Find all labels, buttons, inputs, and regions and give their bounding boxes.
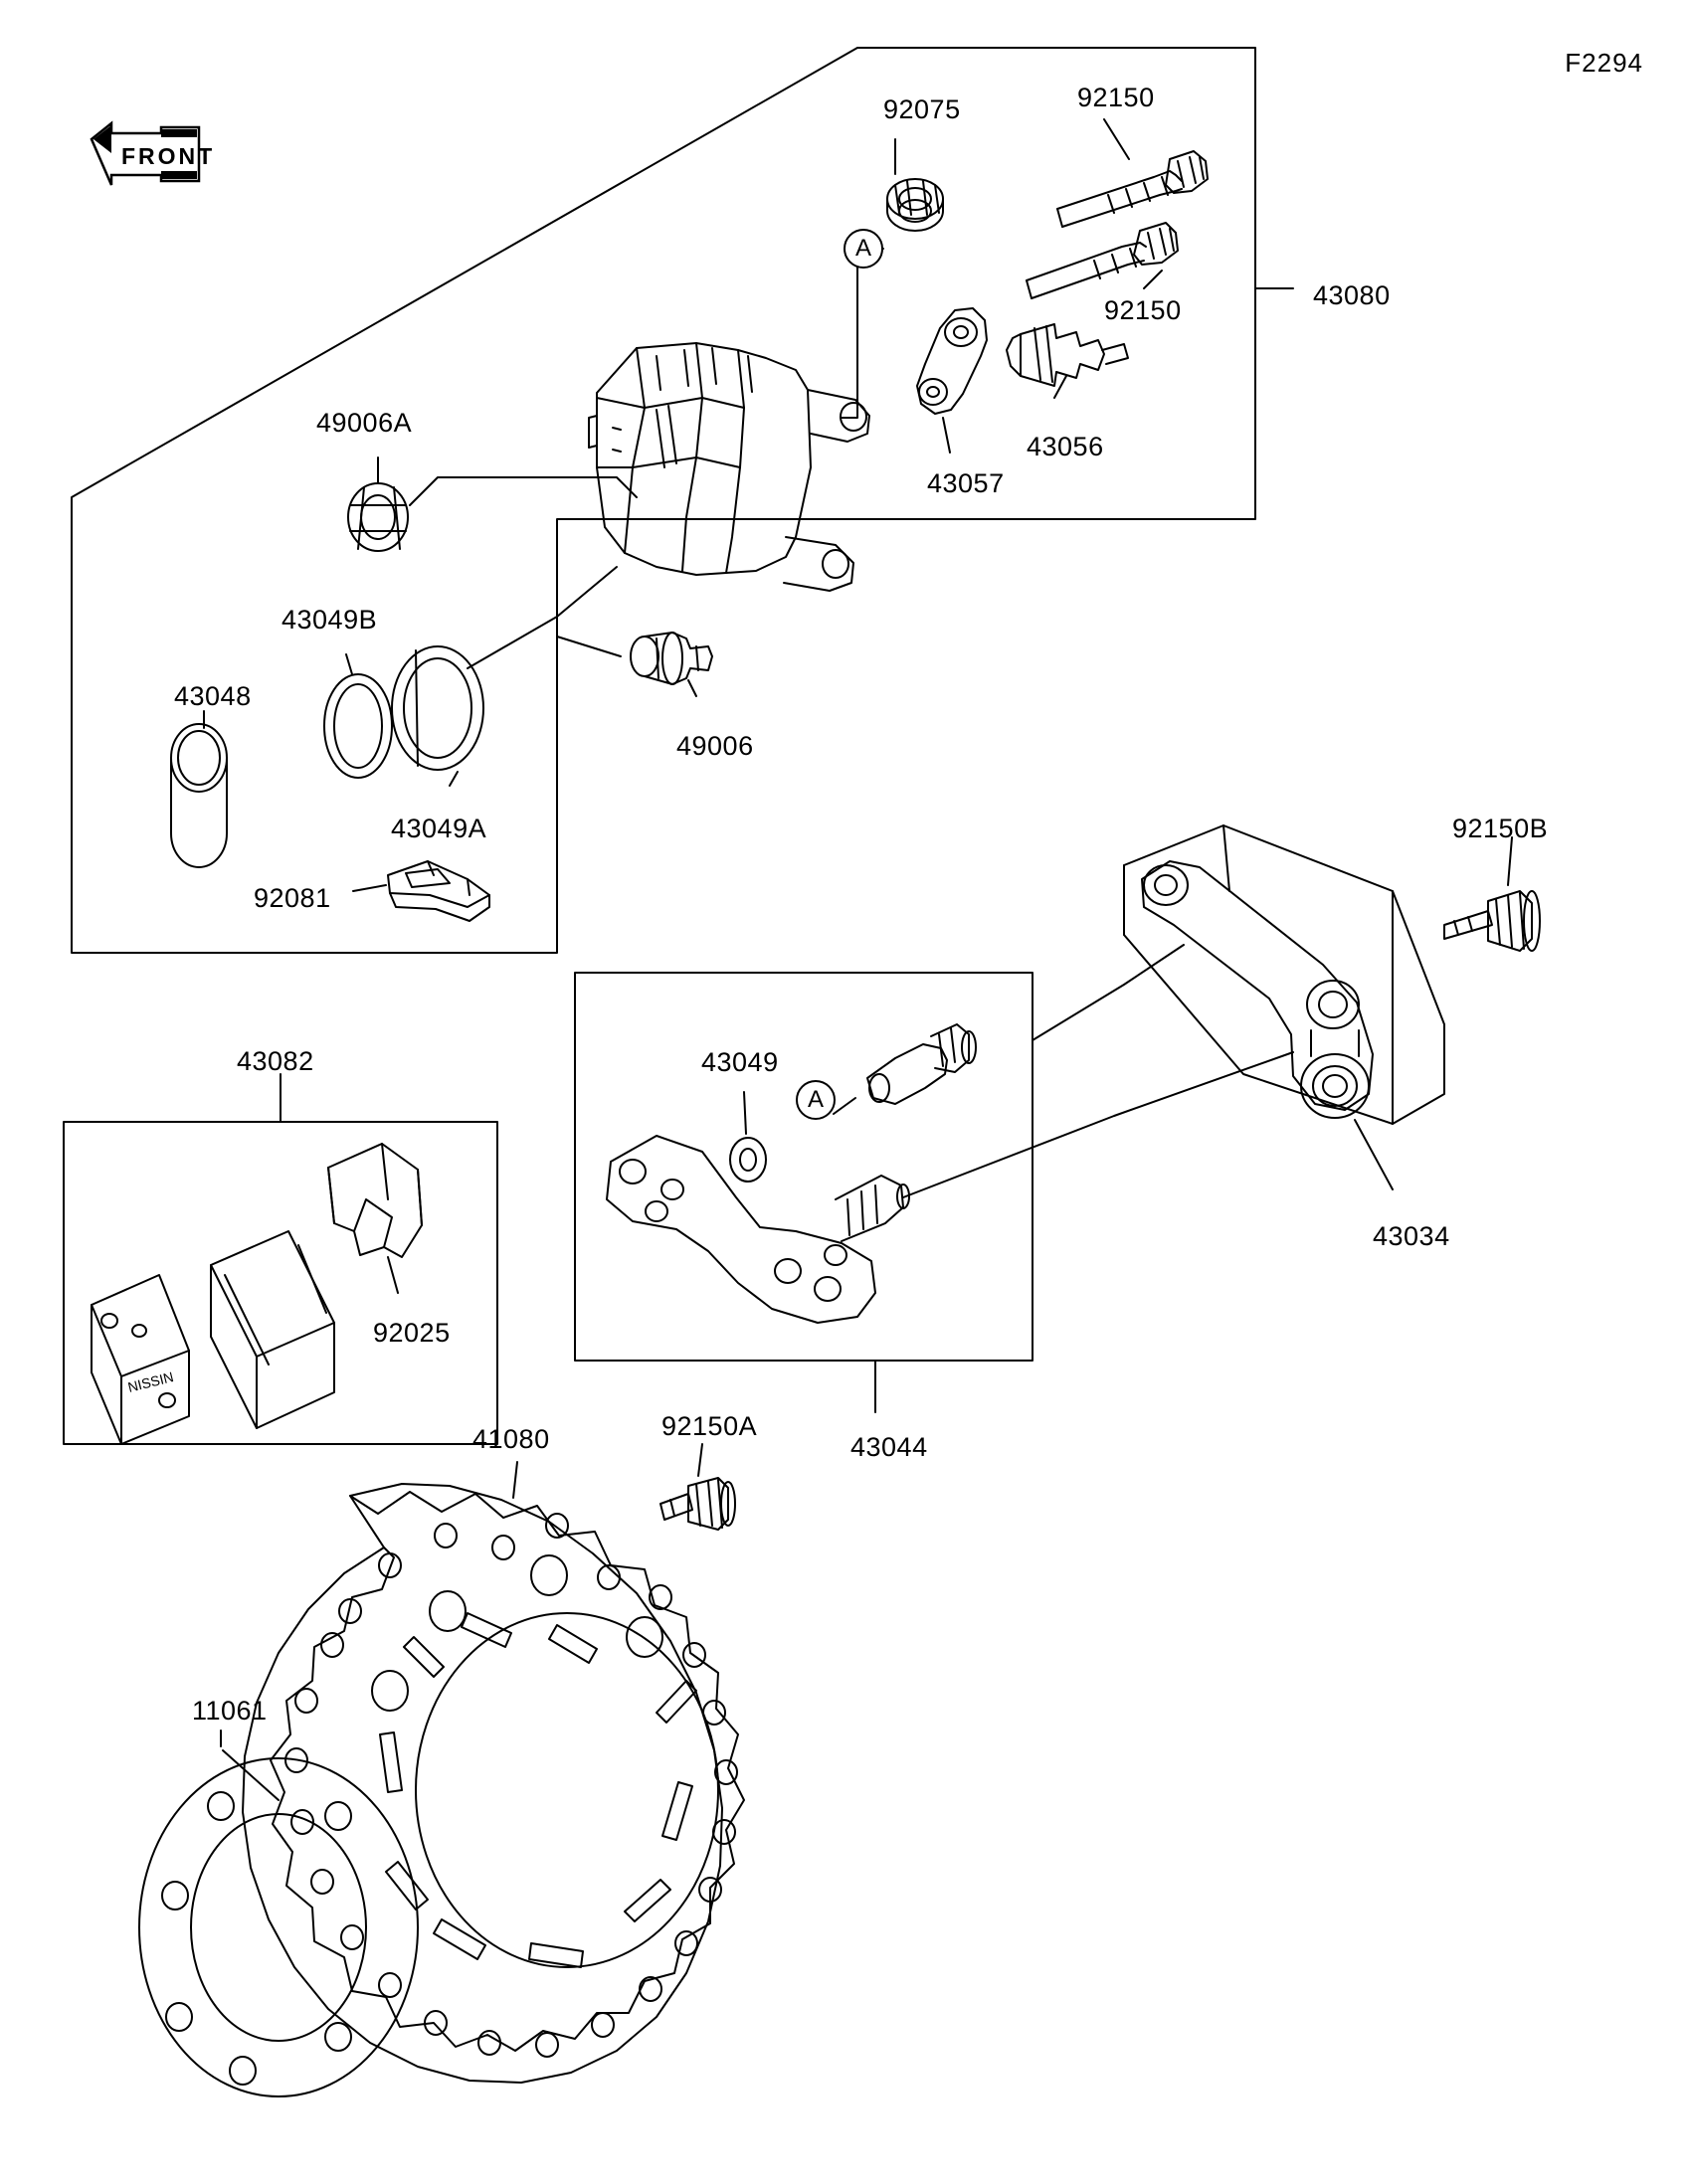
part-label-43044: 43044 bbox=[850, 1432, 928, 1462]
part-label-43034: 43034 bbox=[1373, 1221, 1450, 1251]
part-label-92150-upper: 92150 bbox=[1077, 83, 1155, 112]
part-label-41080: 41080 bbox=[472, 1424, 550, 1454]
part-label-43049: 43049 bbox=[701, 1047, 779, 1077]
part-label-92150-lower: 92150 bbox=[1104, 295, 1182, 325]
svg-text:NISSIN: NISSIN bbox=[125, 1368, 176, 1395]
part-label-43049B: 43049B bbox=[282, 605, 378, 635]
diagram-code: F2294 bbox=[1565, 48, 1643, 78]
part-label-92081: 92081 bbox=[254, 883, 331, 913]
part-label-92150B: 92150B bbox=[1452, 814, 1549, 843]
part-label-92150A: 92150A bbox=[661, 1411, 758, 1441]
callout-marker-a-top: A bbox=[844, 229, 883, 269]
front-badge-label: FRONT bbox=[121, 143, 216, 169]
part-label-49006A: 49006A bbox=[316, 408, 413, 438]
part-label-43082: 43082 bbox=[237, 1046, 314, 1076]
callout-marker-a-bottom: A bbox=[796, 1080, 836, 1120]
part-label-43080: 43080 bbox=[1313, 280, 1391, 310]
part-label-43057: 43057 bbox=[927, 468, 1005, 498]
part-label-43056: 43056 bbox=[1027, 432, 1104, 461]
part-label-49006: 49006 bbox=[676, 731, 754, 761]
part-label-11061: 11061 bbox=[192, 1696, 268, 1726]
part-label-43048: 43048 bbox=[174, 681, 252, 711]
part-label-92025: 92025 bbox=[373, 1318, 451, 1348]
part-label-43049A: 43049A bbox=[391, 814, 487, 843]
part-label-92075: 92075 bbox=[883, 94, 961, 124]
